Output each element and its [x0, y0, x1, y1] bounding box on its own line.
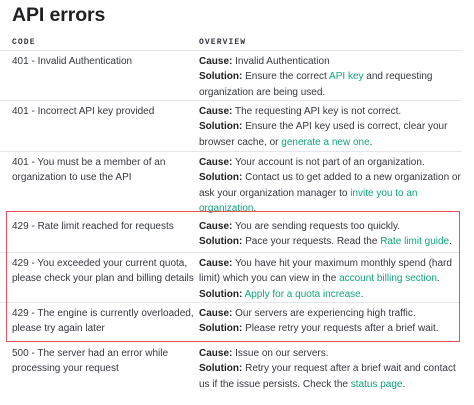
- cause-label: Cause:: [199, 157, 233, 168]
- solution-label: Solution:: [199, 323, 243, 335]
- api-key-link[interactable]: API key: [329, 71, 364, 83]
- error-code: 429 - You exceeded your current quota, please check your plan and billing details: [12, 258, 194, 285]
- error-code: 401 - You must be a member of an organization to use the API: [12, 157, 166, 184]
- error-code: 500 - The server had an error while processing your request: [12, 348, 169, 375]
- solution-text-end: .: [402, 378, 406, 390]
- table-row: [0, 216, 462, 252]
- solution-text-end: and requesting organization are being used.: [199, 71, 433, 98]
- table-row: [0, 343, 462, 405]
- generate-key-link[interactable]: generate a new one: [281, 136, 370, 148]
- solution-text-end: .: [449, 236, 452, 248]
- error-overview: [199, 219, 462, 250]
- status-page-link[interactable]: status page: [350, 378, 403, 390]
- error-code: 401 - Incorrect API key provided: [12, 106, 155, 117]
- solution-label: Solution:: [199, 236, 243, 248]
- solution-text-end: .: [253, 203, 257, 215]
- solution-text: Please retry your requests after a brief wait.: [242, 323, 439, 335]
- quota-increase-link[interactable]: Apply for a quota increase: [244, 288, 361, 300]
- error-code: 401 - Invalid Authentication: [12, 56, 133, 67]
- cause-label: Cause:: [199, 258, 233, 269]
- column-header-code: CODE: [12, 38, 36, 47]
- solution-text-end: .: [369, 136, 373, 148]
- solution-text: Retry your request after a brief wait and contact us if the issue persists. Check the: [199, 363, 456, 390]
- cause-label: Cause:: [199, 348, 233, 359]
- error-overview: [199, 256, 462, 302]
- solution-label: Solution:: [199, 363, 243, 375]
- cause-label: Cause:: [199, 221, 233, 232]
- solution-label: Solution:: [199, 121, 243, 133]
- table-row: [0, 252, 462, 303]
- table-row: [0, 100, 462, 152]
- solution-text: Ensure the correct: [242, 71, 330, 83]
- cause-text: You are sending requests too quickly.: [232, 221, 401, 232]
- solution-label: Solution:: [199, 172, 243, 184]
- cause-text: The requesting API key is not correct.: [232, 106, 402, 117]
- cause-text-end: .: [436, 273, 440, 285]
- table-row: [0, 151, 462, 215]
- error-overview: [199, 346, 462, 392]
- rate-limit-guide-link[interactable]: Rate limit guide: [380, 236, 450, 248]
- error-overview: [199, 104, 462, 150]
- error-overview: [199, 54, 462, 100]
- cause-label: Cause:: [199, 308, 233, 319]
- solution-text: Ensure the API key used is correct, clear your browser cache, or: [199, 121, 448, 148]
- solution-text-end: .: [360, 288, 364, 300]
- cause-label: Cause:: [199, 106, 233, 117]
- error-overview: [199, 155, 462, 217]
- account-billing-link[interactable]: account billing section: [339, 273, 437, 285]
- column-header-overview: OVERVIEW: [199, 38, 247, 47]
- page-title: API errors: [12, 4, 106, 26]
- solution-label: Solution:: [199, 71, 243, 83]
- table-row: [0, 302, 462, 343]
- cause-text: Your account is not part of an organization.: [232, 157, 425, 168]
- solution-text: Contact us to get added to a new organization or ask your organization manager to: [199, 172, 461, 199]
- error-code: 429 - Rate limit reached for requests: [12, 221, 174, 232]
- cause-text: You have hit your maximum monthly spend (hard limit) which you can view in the: [199, 258, 452, 285]
- cause-text: Invalid Authentication: [232, 56, 330, 67]
- solution-text: Pace your requests. Read the: [242, 236, 381, 248]
- cause-text: Issue on our servers.: [232, 348, 329, 359]
- error-overview: [199, 306, 462, 337]
- error-code: 429 - The engine is currently overloaded, please try again later: [12, 308, 194, 335]
- solution-label: Solution:: [199, 288, 243, 300]
- invite-organization-link[interactable]: invite you to an organization: [199, 187, 418, 215]
- cause-label: Cause:: [199, 56, 233, 67]
- table-row: [0, 50, 462, 101]
- cause-text: Our servers are experiencing high traffic.: [232, 308, 416, 319]
